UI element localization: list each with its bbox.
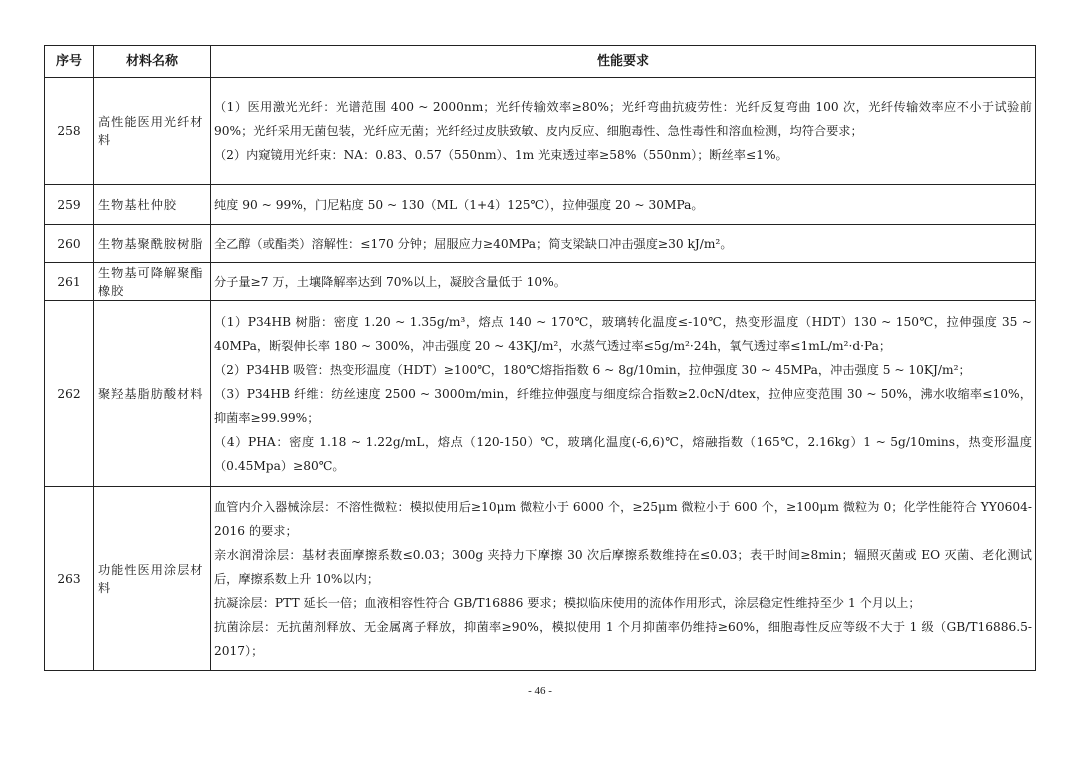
requirement-item: （4）PHA：密度 1.18 ~ 1.22g/mL，熔点（120-150）℃，玻璃化温度(-6,6)℃，熔融指数（165℃，2.16kg）1 ~ 5g/10mins，热变形温度（0.45Mpa）≥80℃。	[214, 434, 1032, 473]
row-number: 258	[45, 78, 94, 185]
table-row	[45, 301, 1036, 487]
requirement-item: （3）P34HB 纤维：纺丝速度 2500 ~ 3000m/min，纤维拉伸强度与细度综合指数≥2.0cN/dtex，拉伸应变范围 30 ~ 50%，沸水收缩率≤10%，抑菌率≥99.99%；	[214, 386, 1032, 425]
table-row	[45, 263, 1036, 301]
requirement-item: （2）内窥镜用光纤束：NA：0.83、0.57（550nm）、1m 光束透过率≥58%（550nm）；断丝率≤1%。	[214, 148, 788, 162]
material-name: 高性能医用光纤材料	[94, 78, 211, 185]
requirements-cell	[211, 263, 1036, 301]
page-number: - 46 -	[528, 685, 552, 697]
material-name: 生物基聚酰胺树脂	[94, 225, 211, 263]
materials-requirements-table	[44, 45, 1036, 671]
row-number: 263	[45, 487, 94, 671]
header-serial-number: 序号	[45, 46, 94, 78]
requirement-item: （1）医用激光光纤：光谱范围 400 ~ 2000nm；光纤传输效率≥80%；光纤弯曲抗疲劳性：光纤反复弯曲 100 次，光纤传输效率应不小于试验前 90%；光纤采用无菌包装，光纤应无菌；光纤经过皮肤致敏、皮内反应、细胞毒性、急性毒性和溶血检测，均符合要求；	[214, 100, 1032, 138]
table-row	[45, 487, 1036, 671]
material-name: 聚羟基脂肪酸材料	[94, 301, 211, 487]
row-number: 260	[45, 225, 94, 263]
table-row	[45, 185, 1036, 225]
requirements-cell	[211, 301, 1036, 487]
table-row	[45, 225, 1036, 263]
requirement-item: 抗凝涂层：PTT 延长一倍；血液相容性符合 GB/T16886 要求；模拟临床使用的流体作用形式，涂层稳定性维持至少 1 个月以上；	[214, 595, 921, 610]
requirement-item: 纯度 90 ~ 99%，门尼粘度 50 ~ 130（ML（1+4）125℃），拉伸强度 20 ~ 30MPa。	[214, 197, 704, 212]
requirements-cell	[211, 487, 1036, 671]
material-name: 生物基杜仲胶	[94, 185, 211, 225]
requirement-item: 全乙醇（或酯类）溶解性：≤170 分钟；屈服应力≥40MPa；简支梁缺口冲击强度≥30 kJ/m²。	[214, 236, 733, 251]
requirement-item: （2）P34HB 吸管：热变形温度（HDT）≥100℃，180℃熔指指数 6 ~ 8g/10min，拉伸强度 30 ~ 45MPa，冲击强度 5 ~ 10KJ/m²；	[214, 362, 971, 377]
requirements-cell	[211, 185, 1036, 225]
row-number: 261	[45, 263, 94, 301]
row-number: 259	[45, 185, 94, 225]
material-name: 生物基可降解聚酯橡胶	[94, 263, 211, 301]
row-number: 262	[45, 301, 94, 487]
table-header-row	[45, 46, 1036, 78]
table-row	[45, 78, 1036, 185]
requirement-item: （1）P34HB 树脂：密度 1.20 ~ 1.35g/m³，熔点 140 ~ 170℃，玻璃转化温度≤-10℃，热变形温度（HDT）130 ~ 150℃，拉伸强度 35 ~ 40MPa，断裂伸长率 180 ~ 300%，冲击强度 20 ~ 43KJ/m²，水蒸气透过率≤5g/m²·24h，氧气透过率≤1mL/m²·d·Pa；	[214, 314, 1032, 353]
requirements-cell	[211, 78, 1036, 185]
requirement-item: 亲水润滑涂层：基材表面摩擦系数≤0.03；300g 夹持力下摩擦 30 次后摩擦系数维持在≤0.03；表干时间≥8min；辐照灭菌或 EO 灭菌、老化测试后，摩擦系数上升 10%以内；	[214, 547, 1032, 586]
header-material-name: 材料名称	[94, 46, 211, 78]
header-performance-requirements: 性能要求	[211, 46, 1036, 78]
requirement-item: 分子量≥7 万，土壤降解率达到 70%以上，凝胶含量低于 10%。	[214, 274, 566, 289]
requirement-item: 血管内介入器械涂层：不溶性微粒：模拟使用后≥10μm 微粒小于 6000 个，≥25μm 微粒小于 600 个，≥100μm 微粒为 0；化学性能符合 YY0604-2016 的要求；	[214, 499, 1032, 538]
material-name: 功能性医用涂层材料	[94, 487, 211, 671]
requirements-cell	[211, 225, 1036, 263]
requirement-item: 抗菌涂层：无抗菌剂释放、无金属离子释放，抑菌率≥90%，模拟使用 1 个月抑菌率仍维持≥60%，细胞毒性反应等级不大于 1 级（GB/T16886.5-2017）；	[214, 619, 1032, 658]
